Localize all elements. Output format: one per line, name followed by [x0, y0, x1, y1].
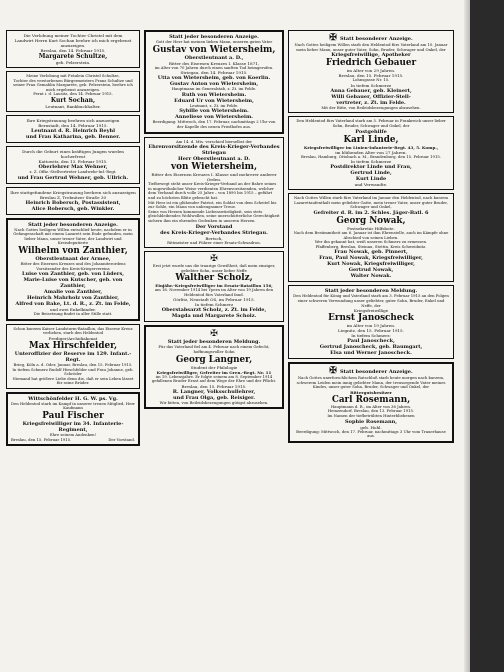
relative-name: Sophie Rosemann,: [345, 418, 397, 425]
notice-name: Margarete Schultze,: [38, 53, 108, 60]
notice-wedding-2: [6, 187, 140, 215]
notice-birth: [6, 146, 140, 184]
notice-address: Lohnsgasse Nr. 15.: [352, 77, 390, 83]
notice-subtitle: Postgehilfe: [355, 128, 387, 135]
notice-name: Carl Rosemann,: [331, 394, 411, 405]
relative-name: und zwei Enkelkinder.: [49, 307, 96, 313]
notice-subtitle: Kriegsfreiwillige: [353, 308, 389, 314]
notice-date: Striegau, den 14. Februar 1915.: [180, 70, 248, 76]
relative-name: Heinrich Mahrholz von Zanthier,: [26, 295, 120, 302]
notice-name: Alice Bobersch, geb. Winkler.: [31, 205, 115, 212]
notice-subtitle: Leutnant, Bankbuchhalter.: [45, 103, 101, 109]
notice-name: und Frau Gertrud Wehner, geb. Ullrich.: [17, 174, 129, 181]
obituary-scholz: [144, 251, 284, 322]
relative-name: Amalie von Zanthier,: [43, 289, 103, 296]
notice-name: Friedrich Gebauer: [325, 58, 417, 69]
notice-date: Breslau, den 15. Februar 1915.: [338, 73, 404, 79]
notice-header: Wittschönfelder H. G. W. ps. Vg.: [28, 395, 118, 402]
notice-text: Schon kurzem Kaiser Landsturm-Bataillon, das Eiserne Kreuz verliehen, starb den Heldentod: [13, 325, 133, 336]
relative-name: Marie-Luise von Kutscher, geb. von Zanthier,: [23, 277, 123, 290]
notice-subtitle: Gefreiter d. R. im 2. Schles. Jäger-Batl. 6: [313, 209, 429, 216]
notice-text: Vorsitzender des Kreis-Kriegervereins: [36, 265, 110, 271]
notice-text: Den Heldentod für König und Vaterland starb am 3. Februar 1915 an den Folgen einer schweren Verwundung unser geliebter, guter Sohn, Bruder, Enkel und Neffe, der: [293, 293, 449, 308]
notice-wedding-1: [6, 115, 140, 143]
notice-subtitle: Kriegsfreiwillige, Apotheker: [331, 52, 411, 59]
column-middle: [144, 30, 284, 660]
notice-text: Die Beisetzung findet in aller Stille statt.: [33, 311, 113, 317]
relative-name: Ruth von Wietersheim.: [181, 91, 247, 98]
relative-name: Elsa und Werner Janoscheck.: [330, 350, 412, 357]
notice-subtitle: Oberstleutnant a. D.,: [184, 54, 244, 61]
notice-text: Beerdigung: Mittwoch, den 17. Februar, nachmittags 2 Uhr von der Kapelle des neuen Friedhofes aus.: [152, 119, 276, 129]
relative-name: Frau Nowak, geb. Pinnert,: [334, 249, 408, 256]
binding-spine: [470, 0, 504, 672]
notice-name: von Wietersheim,: [170, 162, 258, 173]
notice-text: Wir bitten, von Beileidsbezeugungen gütigst abzusehen.: [159, 399, 269, 405]
iron-cross-icon: ✠: [329, 366, 340, 377]
notice-text: Meine Verlobung mit Fräulein Christel Schultze,: [26, 73, 120, 78]
relative-name: Anneliese von Wietersheim.: [175, 114, 253, 121]
notice-signature: Rittmeister und Führer einer Ersatz-Schwadron.: [167, 239, 261, 245]
notice-subtitle: geb. Pelzerstein.: [55, 60, 91, 65]
relative-name: Paul Janoscheck,: [347, 338, 395, 345]
notice-text: Die Verlobung meiner Tochter Christel mit dem: [23, 33, 123, 38]
notice-text: Mit Herz ist ein glühender Patriot, ein Soldat von dem Scheitel bis zur Sohle, ein Mann von unbeugsamer Treue.: [148, 199, 277, 210]
notice-text: Am 14. d. Mts. verschied hierselbst der: [176, 138, 252, 144]
relative-name: Oberstabsarzt Scholz, z. Zt. im Felde,: [161, 307, 267, 314]
obituary-fischer: [6, 392, 140, 446]
notice-text: Den Heldentod starb im Kampf in unserer treuen Mitglied, Herr Kaufmann: [11, 400, 135, 411]
relative-name: vertreter, z. Zt. im Felde.: [336, 99, 406, 106]
notice-text: Nach Gottes unerforschlichem Ratschluß starb heute morgen nach kurzem, schwerem Leiden mein innig geliebter Mann, der treusorgende Vater meines Kindes, unser guter Sohn, Bruder, Schwager und Onkel, der: [296, 375, 446, 390]
iron-cross-icon: ✠: [329, 33, 340, 43]
notice-text: Prediger/Archidiakonat: [48, 335, 98, 341]
notice-subtitle: Kriegsfreiwilliger, Gefreiter im Gren.-Regt. Nr. 11: [156, 369, 272, 375]
relative-name: Willi Gebauer, Offizier-Stell-: [331, 93, 411, 100]
notice-name: Georg Nowak,: [336, 215, 406, 226]
notice-subtitle: Postsekretär Hilfsbote.: [347, 225, 395, 231]
notice-header-text: Statt besonderer Anzeige.: [339, 369, 413, 376]
notice-date: Fernt i. d. Lausitz, den 14. Februar 1915.: [33, 91, 113, 97]
notice-date: Breslau, den 15. Februar 1915.: [181, 383, 247, 389]
relative-title: Leutnant, z. Zt. im Felde.: [189, 102, 239, 108]
notice-text: In tiefem Schmerze: [350, 82, 392, 88]
relative-name: Postdirektor Linde und Frau,: [330, 164, 412, 171]
notice-subtitle: Kriegsfreiwilliger im 34. Infanterie-Regiment,: [22, 421, 124, 434]
relative-name: Frau, Paul Nowak, Kriegsfreiwilliger,: [319, 255, 423, 262]
notice-text: im Alter von 19 Jahren.: [346, 323, 396, 329]
relative-name: Kurt Nowak, Kriegsfreiwilliger,: [327, 261, 415, 268]
notice-date: Breslau, den 14. Februar 1915.: [40, 48, 106, 53]
notice-text: In tiefem Schmerz Rudolf Hirschfelder und Frau Johanne, geb. Schröder: [12, 366, 134, 377]
relative-name: geb. Hohl.: [360, 424, 382, 430]
notice-date: Kattowitz, den 13. Februar 1915.: [38, 158, 108, 164]
obituary-gebauer: [288, 30, 454, 113]
relative-name: Walter Nowak.: [350, 273, 392, 280]
obituary-langner: [144, 325, 284, 409]
notice-text: am 16. November 1914 bei Ypern im Alter von 19 Jahren den Heldentod fürs Vaterland fand.: [154, 287, 274, 297]
relative-name: Gertrud Nowak,: [348, 267, 394, 274]
notice-name: Max Hirschfelder,: [28, 340, 118, 351]
notice-name: Karl Linde,: [343, 134, 399, 145]
notice-name: Leutnant d. R. Heinrich Beyhl: [30, 127, 116, 134]
notice-subtitle: Herr Oberstleutnant a. D.: [178, 156, 250, 163]
notice-text: In tiefem Schmerz: [194, 302, 234, 308]
relative-name: Kurt Linde: [355, 176, 387, 183]
notice-text: Ritter des Eisernen Kreuzes I. Klasse 1871,: [168, 60, 260, 66]
relative-name: Gustav Anton von Wietersheim,: [169, 81, 259, 88]
notice-text: im Alter von 29 Jahren.: [346, 68, 396, 74]
relative-name: Luise von Zanthier, geb. von Lüders,: [22, 271, 124, 278]
notice-address: Breslau Z, Trebnitzer Straße 30: [39, 194, 107, 200]
notice-text: im blühenden Alter von 27 Jahren.: [335, 149, 407, 155]
notice-text: im Alter von 70 Jahren durch einen sanften Tod heimgerufen.: [154, 64, 274, 70]
notice-name: Gustav von Wietersheim,: [152, 44, 276, 55]
notice-text: Gott der Herr hat meinen lieben Mann, unseren guten Vater: [155, 39, 273, 44]
notice-signature: Bertsch,: [205, 235, 223, 241]
notice-text: Durch die Geburt eines kräftigen Jungen wurden hocherfreut: [22, 148, 124, 159]
iron-cross-icon: ✠: [210, 254, 218, 265]
notice-subtitle: Student der Philologie: [190, 364, 238, 370]
notice-name: Ernst Janoscheck: [328, 313, 414, 324]
notice-date: Brieg, Köln a. d. Oder, Januar, Breslau, den 15. Februar 1915.: [13, 361, 133, 367]
relative-name: Utta von Wietersheim, geb. von Koerlin.: [157, 75, 271, 82]
obituary-wietersheim-verband: [144, 137, 284, 249]
notice-text: Ritter des Eisernen Kreuzes und des Johanniterordens: [20, 260, 126, 266]
notice-text: Nach Gottes Willen starb fürs Vaterland im Januar den Heldentod, nach kurzem Lazarettaufenthalt mein geliebter Gatte, mein treuer Vater, unser guter Bruder, Schwager und Onkel,: [293, 195, 449, 210]
notice-text: Erst jetzt wurde uns die traurige Gewißheit, daß mein einziger, geliebter Sohn, unser lieber Neffe: [152, 263, 276, 273]
notice-subtitle: Einjähr.-Kriegsfreiwilliger im Ersatz-Bataillon 156,: [155, 283, 273, 289]
notice-signature: des Kreis-Krieger-Verbandes Striegau.: [160, 229, 268, 236]
notice-text: Tochter des verstorbenen Bürgermeisters Franz Schultze und seiner Frau Gemahlin Margarete, geb. Pelzerstein, beehre ich mich ergebenst anzuzeigen.: [13, 77, 133, 92]
notice-header: Statt jeder besonderen Anzeige.: [28, 221, 118, 228]
notice-text: Seine von Herzen kommende Liebenswürdigkeit, sein stets gleichbleibendes Wohlwollen, seine unerschütterliche Gerechtigkeit sichern ihm ein ehrendes Gedenken in unseren Herzen.: [148, 208, 280, 223]
notice-name: und Frau Katharina, geb. Benner.: [25, 133, 121, 140]
notice-footer: [11, 438, 135, 443]
notice-name: Wilhelm von Zanthier,: [18, 245, 128, 256]
relative-name: Sybille von Wietersheim.: [179, 108, 249, 115]
notice-name: Kurt Sochan,: [50, 96, 96, 104]
notice-date: Heinzendorf, Breslau, den 13. Februar 1915.: [327, 408, 415, 414]
relative-name: und Frau Olga, geb. Reisiger.: [173, 394, 255, 401]
notice-subtitle: z. Z. Offiz.-Stellvertreter Landwehr-Inf.-Regt.: [29, 168, 117, 174]
notice-text: im 19. Lebensjahre. Er folgte seinem am 8. September 1914 gefallenen Bruder Ernst auf dem Wege der Ehre und der Pflicht.: [151, 373, 277, 384]
notice-text: Nach dem Bestimmtheit am 6. Januar ist ihm Ehrenstelle, auch im Kämpfe ohne Abschied von seinen Lieben.: [293, 229, 449, 240]
notice-name: Oberlehrer Max Wehner,: [38, 163, 108, 170]
notice-header: Ehrenvorsitzende des Kreis-Krieger-Verbandes Striegau: [148, 144, 280, 157]
notice-date: Liegnitz, den 15. Februar 1915.: [338, 328, 404, 334]
notice-subtitle: Unteroffizier der Reserve im 129. Infant.-Regt.: [14, 350, 132, 363]
notice-text: Ritter des Eisernen Kreuzes I. Klasse und mehrerer anderer Orden.: [151, 172, 277, 183]
notice-header: Statt jeder besonderen Anzeige.: [169, 34, 259, 40]
notice-date: Breslau, Hamburg, Ottobach a. M., Brandenburg, den 15. Februar 1915.: [300, 153, 442, 159]
obituary-zanthier: [6, 218, 140, 321]
notice-text: Wer ihn gekannt hat, weiß unseren Schmerz zu ermessen.: [314, 239, 428, 245]
notice-text: Für das Vaterland fiel am 4. Februar nach einem Gefecht, hoffnungsvoller Sohn: [158, 344, 270, 355]
notice-text: Ehre seinem Andenken!: [49, 432, 97, 438]
notice-text: Ihre stattgefundene Kriegstrauung beehren sich anzuzeigen: [10, 189, 136, 195]
notice-text: In tiefem Schmerz:: [351, 333, 391, 339]
notice-name: Georg Langner,: [175, 354, 253, 365]
notice-engagement-1: [6, 30, 140, 68]
notice-text: Mit der Bitte, von Beileidsbezeugungen abzusehen.: [321, 104, 421, 110]
obituary-rosemann: [288, 362, 454, 443]
notice-text: Nach Gottes heiligem Willen entschlief heute, nachdem er in Gefangenschaft mit einem Lazarett sein Ende gefunden, mein lieber Mann, unser treuer Vater, der Landwirt und Kreisdeputierte: [13, 226, 133, 246]
notice-text: Tiefbewegt steht unser Kreis-Krieger-Verband an der Bahre seines in ungewöhnlicher Weise verdienten Ehrenvorsitzenden, welcher dem Verband durch volle 25 Jahre – von 1890 bis 1915 – geführt und zu höchsten Blüte gebracht hat.: [148, 181, 277, 200]
iron-cross-icon: ✠: [210, 329, 218, 340]
notice-text: Landwirt Herrn Kurt Sochan beehre ich mich ergebenst anzuzeigen.: [14, 38, 132, 48]
notice-header: Statt jeder besonderen Meldung.: [167, 339, 261, 346]
notice-name: Paul Fischer: [42, 411, 104, 422]
notice-name: Heinrich Bobersch, Postassistent,: [25, 199, 121, 206]
notice-text: In tiefem Schmerze: [350, 159, 392, 165]
notice-text: Beerdigung: Mittwoch, den 17. Februar, nachmittags 3 Uhr vom Trauerhause aus.: [296, 428, 446, 439]
relative-name: Eduard Ur von Wietersheim,: [174, 97, 254, 104]
notice-header-text: Statt besonderer Anzeige.: [339, 36, 413, 42]
relative-name: Magda und Margarete Scholz.: [171, 313, 257, 320]
notice-name: Walther Scholz,: [175, 273, 253, 284]
notice-date: Bernstadt, den 14. Februar 1915.: [38, 122, 108, 128]
notice-engagement-2: [6, 71, 140, 112]
notice-text: Ihre Kriegstrauung beehren sich anzuzeigen: [26, 117, 120, 123]
notice-subtitle: Oberstleutnant der Armee,: [35, 255, 111, 262]
relative-name: Gertrud Janoscheck, geb. Baumgart,: [319, 344, 423, 351]
relative-title: Hauptmann im Generalstab, z. Zt. im Felde.: [171, 86, 257, 92]
notice-signature: Der Vorstand: [195, 223, 233, 230]
column-left: [6, 30, 140, 660]
relative-name: R. Langner, Volksschullehrer,: [172, 388, 256, 395]
notice-signature: Der Vorstand.: [108, 436, 135, 442]
notice-text: Pfaffenberg, Breslau, Steinau, Stettin, Kreis Schweidnitz.: [315, 243, 427, 249]
notice-header: Statt jeder besonderen Meldung.: [324, 288, 418, 295]
notice-text: Nach Gottes heiligem Willen starb den Heldentod fürs Vaterland am 10. Januar mein lieber Mann, unser guter Vater, Sohn, Bruder, Schwager und Onkel, der: [294, 42, 448, 52]
notice-text: Den Heldentod fürs Vaterland starb am 5. Februar in Frankreich unser lieber Sohn, Bruder, Schwager und Onkel, der: [296, 118, 446, 128]
relative-name: Anna Gebauer, geb. Kleinert,: [330, 87, 412, 94]
notice-text: Niemand hat größere Liebe denn die, daß er sein Leben lässet für seine Brüder.: [12, 375, 134, 386]
obituary-wietersheim-family: [144, 30, 284, 134]
relative-name: Gertrud Linde,: [350, 170, 392, 177]
column-right: [288, 30, 454, 660]
notice-date: Breslau, den 15. Februar 1915.: [11, 436, 72, 442]
relative-name: Alfred von Bake, Lt. d. R., z. Zt. im Felde,: [15, 301, 131, 308]
relative-name: und Verwandte.: [354, 182, 388, 188]
notice-subtitle: Rittergutsbesitzer: [350, 389, 392, 395]
obituary-linde: [288, 116, 454, 190]
obituary-janoscheck: [288, 285, 454, 359]
notice-text: Hauptmann d. R., im Alter von 36 Jahren.: [330, 403, 412, 409]
notice-date: Görlitz, Neustadt OS, im Februar 1915.: [173, 297, 255, 303]
obituary-nowak: [288, 193, 454, 282]
obituary-hirschfelder: [6, 324, 140, 389]
notice-subtitle: Kriegsfreiwilliger im Linien-Infanterie-Regt. 43, 5. Komp.,: [303, 144, 439, 150]
notice-text: Im Namen der tiefbetrübten Hinterbliebenen: [327, 413, 415, 419]
